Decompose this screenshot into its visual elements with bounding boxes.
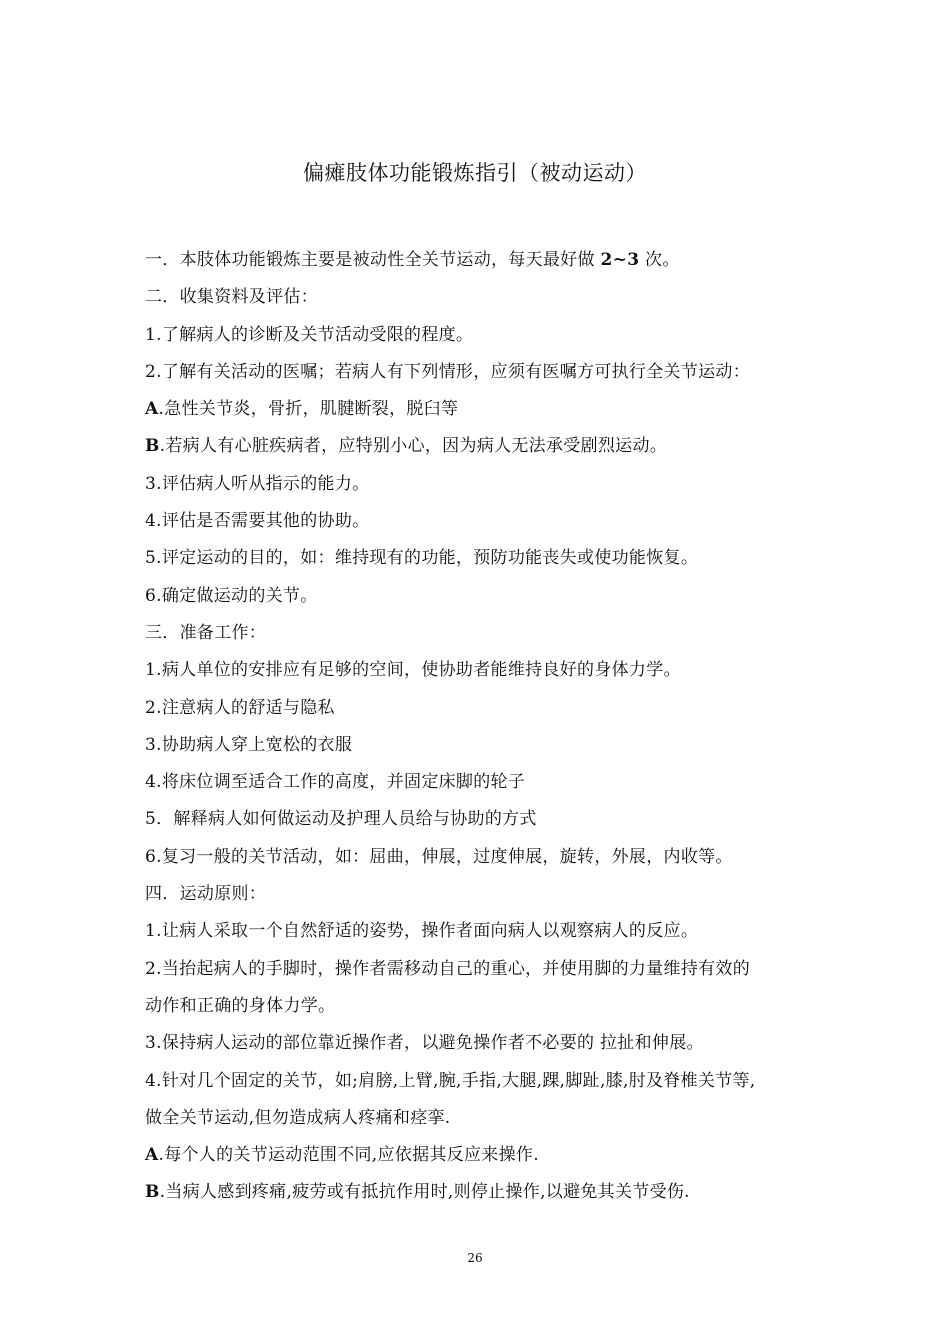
section-heading: 二．收集资料及评估： [145, 287, 318, 308]
paragraph-line: 6.复习一般的关节活动，如：屈曲，伸展，过度伸展，旋转，外展，内收等。 [145, 846, 733, 867]
paragraph-line: 1.让病人采取一个自然舒适的姿势，操作者面向病人以观察病人的反应。 [145, 921, 699, 942]
paragraph-line: 3.协助病人穿上宽松的衣服 [145, 734, 353, 755]
paragraph-line: 4.针对几个固定的关节，如;肩膀,上臂,腕,手指,大腿,踝,脚趾,膝,肘及脊椎关节等, [145, 1070, 756, 1091]
paragraph-line: B.当病人感到疼痛,疲劳或有抵抗作用时,则停止操作,以避免其关节受伤. [145, 1182, 690, 1203]
paragraph-line: 1.了解病人的诊断及关节活动受限的程度。 [145, 324, 474, 345]
paragraph-line: 5．解释病人如何做运动及护理人员给与协助的方式 [145, 809, 537, 830]
section-heading: 三．准备工作： [145, 622, 267, 643]
paragraph-line: 4.评估是否需要其他的协助。 [145, 511, 370, 532]
document-body [145, 242, 817, 1212]
paragraph-line: 做全关节运动,但勿造成病人疼痛和痉挛. [145, 1107, 451, 1128]
paragraph-line: 4.将床位调至适合工作的高度，并固定床脚的轮子 [145, 772, 526, 793]
paragraph-line: A.急性关节炎，骨折，肌腱断裂，脱臼等 [145, 399, 459, 420]
paragraph-line: B.若病人有心脏疾病者，应特别小心，因为病人无法承受剧烈运动。 [145, 436, 668, 457]
paragraph-line: A.每个人的关节运动范围不同,应依据其反应来操作. [145, 1145, 539, 1166]
section-heading: 四．运动原则： [145, 884, 267, 905]
paragraph-line: 2.了解有关活动的医嘱；若病人有下列情形，应须有医嘱方可执行全关节运动： [145, 361, 751, 382]
page-number: 26 [467, 1251, 483, 1265]
paragraph-line: 1.病人单位的安排应有足够的空间，使协助者能维持良好的身体力学。 [145, 660, 681, 681]
document-title: 偏瘫肢体功能锻炼指引（被动运动） [303, 161, 647, 185]
paragraph-line: 3.评估病人听从指示的能力。 [145, 473, 370, 494]
paragraph-line: 动作和正确的身体力学。 [145, 995, 336, 1016]
paragraph-line: 2.当抬起病人的手脚时，操作者需移动自己的重心，并使用脚的力量维持有效的 [145, 958, 751, 979]
paragraph-line: 6.确定做运动的关节。 [145, 585, 318, 606]
paragraph-line: 5.评定运动的目的，如：维持现有的功能，预防功能丧失或使功能恢复。 [145, 548, 699, 569]
paragraph-line: 一．本肢体功能锻炼主要是被动性全关节运动，每天最好做 2~3 次。 [145, 250, 680, 270]
paragraph-line: 2.注意病人的舒适与隐私 [145, 697, 335, 718]
paragraph-line: 3.保持病人运动的部位靠近操作者，以避免操作者不必要的 拉扯和伸展。 [145, 1033, 704, 1054]
